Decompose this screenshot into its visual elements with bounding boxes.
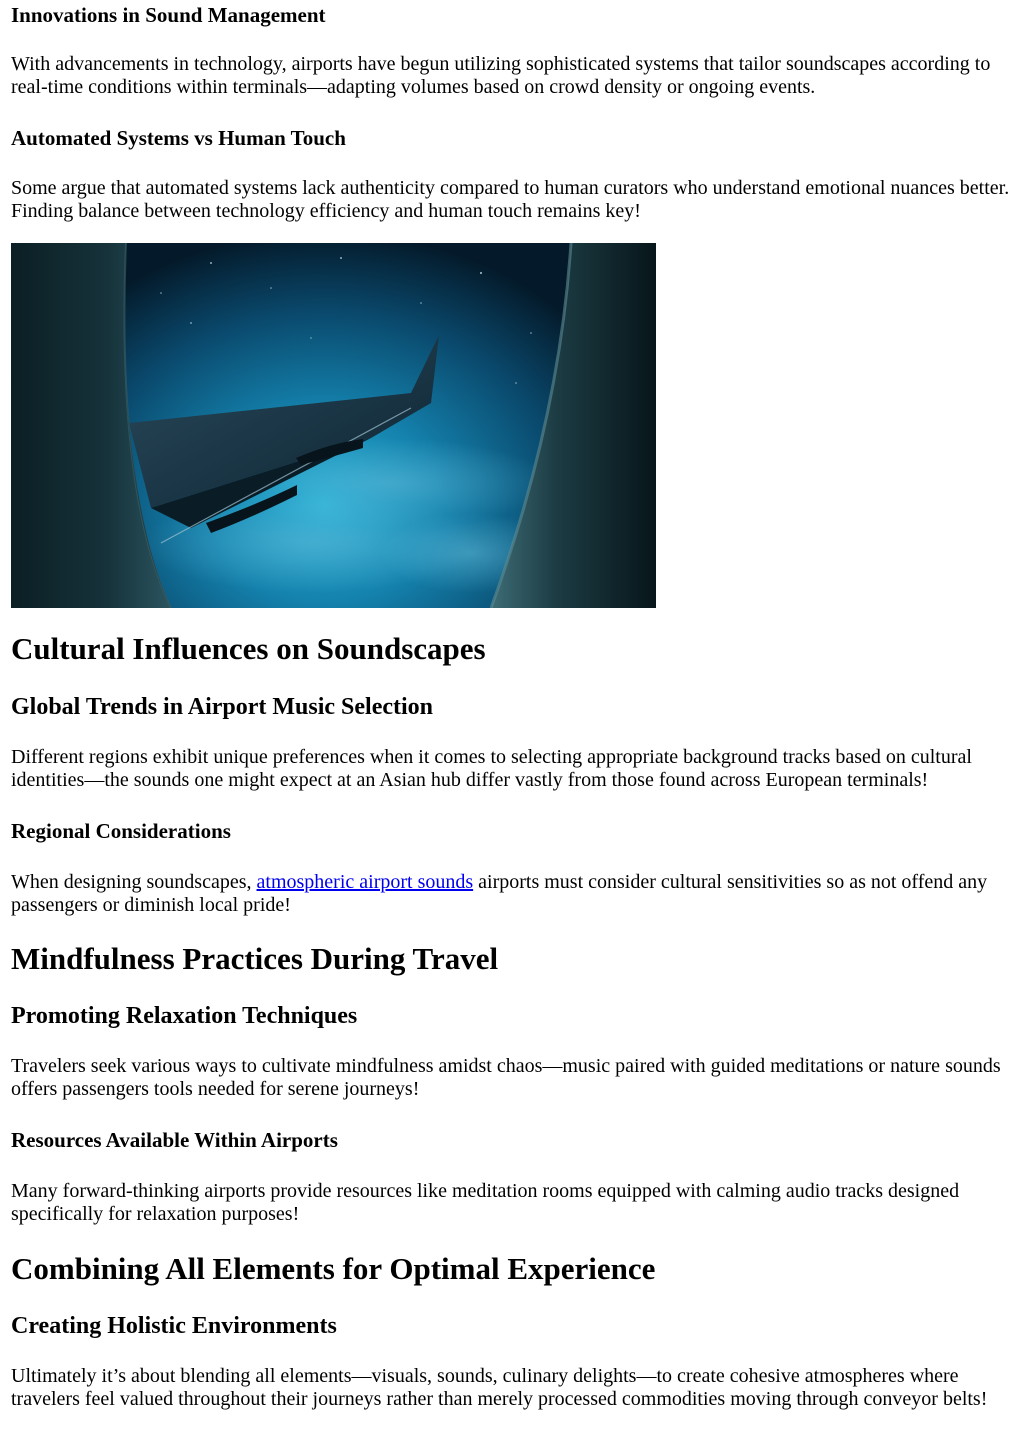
subheading-global-trends: Global Trends in Airport Music Selection <box>11 694 434 720</box>
para-regional-after: airports must consider cultural sensitivities so as not offend any passengers or diminish local pride! <box>11 871 988 916</box>
atmospheric-sounds-link[interactable]: atmospheric airport sounds <box>256 871 474 893</box>
airplane-window-photo <box>11 243 656 608</box>
para-mindfulness: Travelers seek various ways to cultivate mindfulness amidst chaos—music paired with guided meditations or nature sounds offers passengers tools needed for serene journeys! <box>11 1055 1001 1100</box>
para-innovations: With advancements in technology, airports have begun utilizing sophisticated systems that tailor soundscapes according to real-time conditions within terminals—adapting volumes based on crowd density or ongoing events. <box>11 53 991 98</box>
para-combining: Ultimately it’s about blending all elements—visuals, sounds, culinary delights—to create cohesive atmospheres where travelers feel valued throughout their journeys rather than merely processed commodities moving through conveyor belts! <box>11 1365 988 1410</box>
heading-innovations: Innovations in Sound Management <box>11 3 326 27</box>
heading-combining: Combining All Elements for Optimal Experience <box>11 1251 656 1286</box>
heading-automated: Automated Systems vs Human Touch <box>11 126 346 150</box>
para-resources: Many forward-thinking airports provide resources like meditation rooms equipped with calming audio tracks designed specifically for relaxation purposes! <box>11 1180 960 1225</box>
para-regional <box>11 871 1011 917</box>
heading-cultural: Cultural Influences on Soundscapes <box>11 631 486 666</box>
para-automated: Some argue that automated systems lack authenticity compared to human curators who understand emotional nuances better. Finding balance between technology efficiency and human touch remains key! <box>11 177 1010 222</box>
subheading-relaxation: Promoting Relaxation Techniques <box>11 1003 358 1029</box>
para-regional-before: When designing soundscapes, <box>11 871 257 893</box>
heading-regional: Regional Considerations <box>11 819 231 843</box>
subheading-holistic: Creating Holistic Environments <box>11 1313 337 1339</box>
para-cultural: Different regions exhibit unique preferences when it comes to selecting appropriate background tracks based on cultural identities—the sounds one might expect at an Asian hub differ vastly from those found across European terminals! <box>11 746 972 791</box>
heading-resources: Resources Available Within Airports <box>11 1128 338 1152</box>
heading-mindfulness: Mindfulness Practices During Travel <box>11 941 499 976</box>
airplane-wing-illustration <box>11 243 656 608</box>
